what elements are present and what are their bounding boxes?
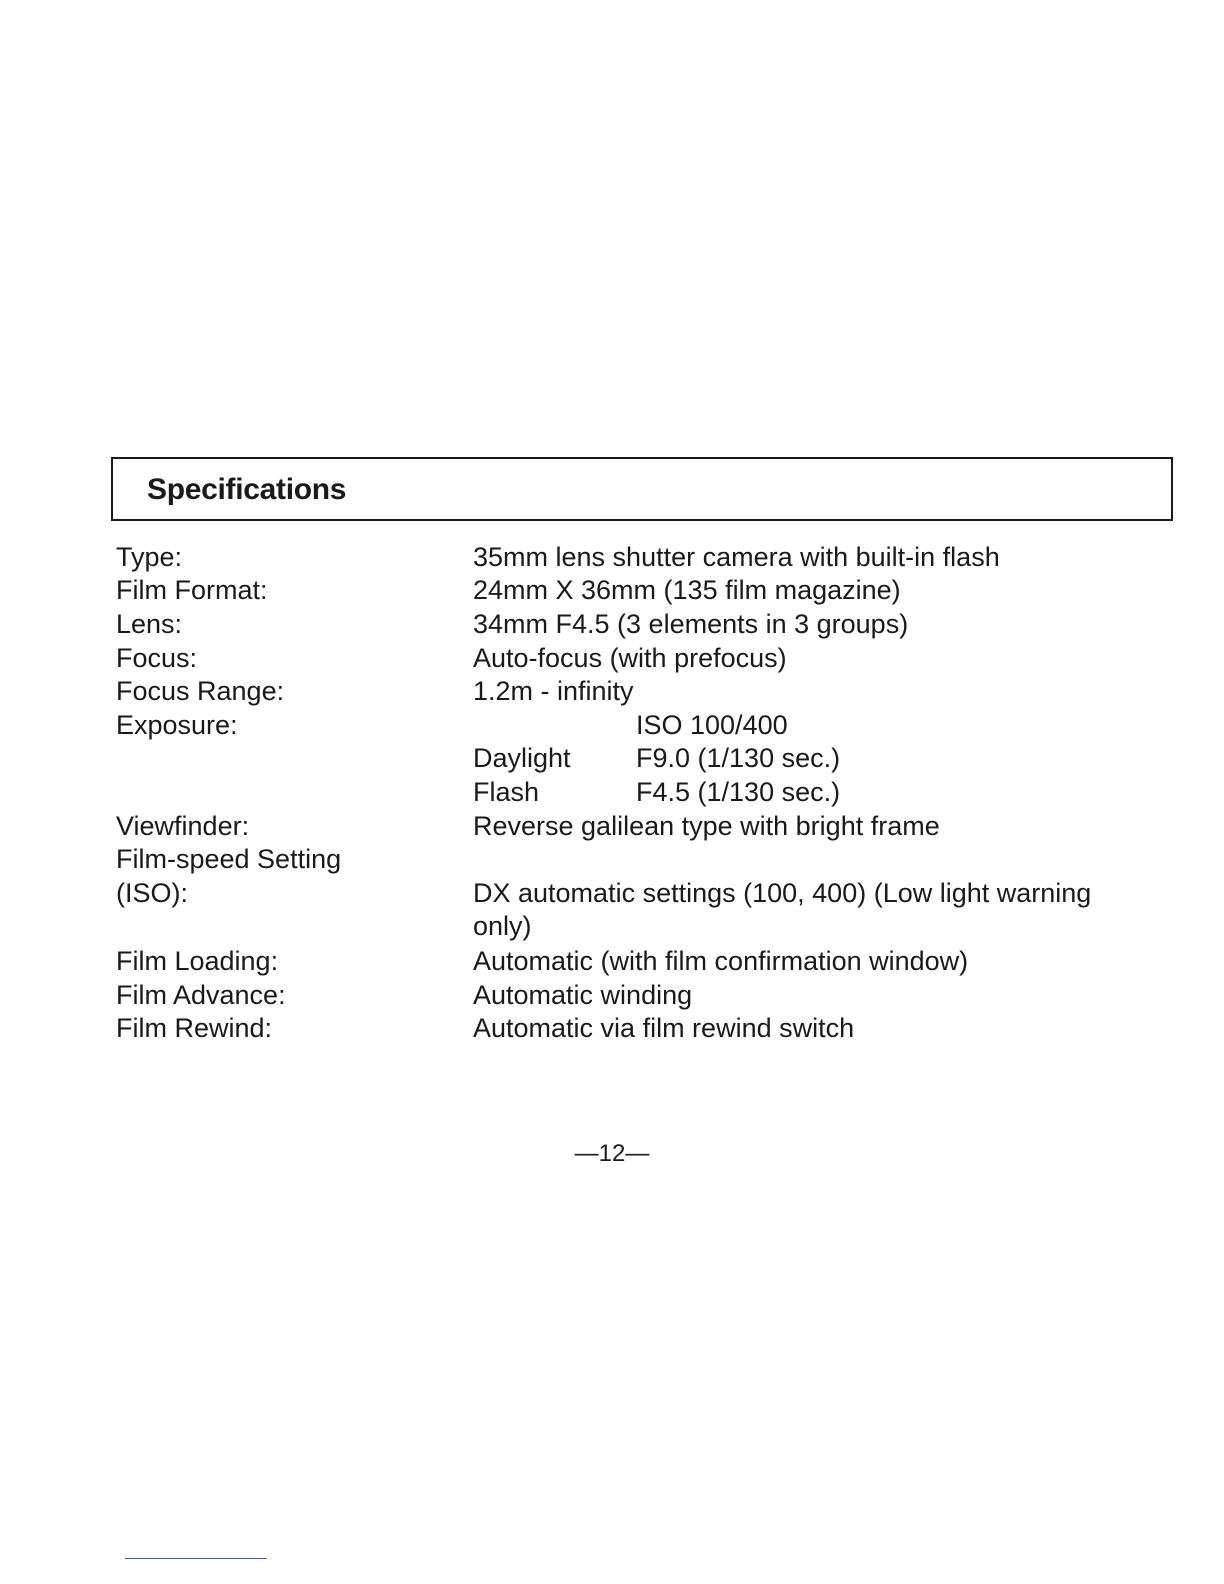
spec-label-film-advance: Film Advance:	[116, 980, 286, 1010]
spec-value-film-advance: Automatic winding	[473, 980, 693, 1010]
exposure-daylight-value: F9.0 (1/130 sec.)	[636, 743, 841, 773]
spec-value-type: 35mm lens shutter camera with built-in flash	[473, 542, 1000, 572]
spec-label-film-speed-line1: Film-speed Setting	[116, 844, 342, 874]
section-title: Specifications	[147, 473, 347, 506]
spec-value-film-speed-line2: only)	[473, 911, 532, 941]
spec-label-lens: Lens:	[116, 609, 183, 639]
section-header-box	[111, 457, 1173, 521]
exposure-flash-label: Flash	[473, 777, 540, 807]
spec-value-lens: 34mm F4.5 (3 elements in 3 groups)	[473, 609, 909, 639]
spec-value-film-rewind: Automatic via film rewind switch	[473, 1013, 855, 1043]
spec-label-exposure: Exposure:	[116, 710, 238, 740]
exposure-flash-value: F4.5 (1/130 sec.)	[636, 777, 841, 807]
exposure-daylight-label: Daylight	[473, 743, 571, 773]
spec-label-viewfinder: Viewfinder:	[116, 811, 250, 841]
spec-label-type: Type:	[116, 542, 183, 572]
spec-label-focus-range: Focus Range:	[116, 676, 285, 706]
footnote-rule	[125, 1558, 267, 1559]
exposure-iso-header: ISO 100/400	[636, 710, 788, 740]
spec-value-focus-range: 1.2m - infinity	[473, 676, 634, 706]
spec-value-film-loading: Automatic (with film confirmation window)	[473, 946, 969, 976]
spec-label-film-loading: Film Loading:	[116, 946, 279, 976]
spec-label-film-rewind: Film Rewind:	[116, 1013, 273, 1043]
spec-label-film-speed-line2: (ISO):	[116, 878, 188, 908]
spec-label-focus: Focus:	[116, 643, 198, 673]
spec-value-viewfinder: Reverse galilean type with bright frame	[473, 811, 940, 841]
spec-value-film-speed-line1: DX automatic settings (100, 400) (Low light warning	[473, 878, 1092, 908]
page-number: —12—	[574, 1140, 650, 1167]
spec-label-film-format: Film Format:	[116, 575, 268, 605]
spec-value-film-format: 24mm X 36mm (135 film magazine)	[473, 575, 901, 605]
spec-value-focus: Auto-focus (with prefocus)	[473, 643, 787, 673]
